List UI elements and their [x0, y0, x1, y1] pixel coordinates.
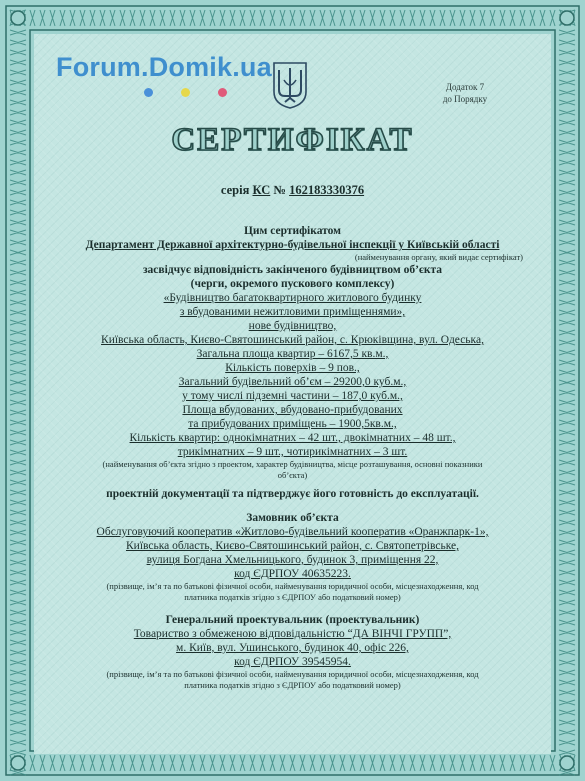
designer-line: код ЄДРПОУ 39545954. — [234, 656, 351, 668]
object-line: Київська область, Києво-Святошинський район, с. Крюківщина, вул. Одеська, — [101, 334, 484, 346]
certificate-title: СЕРТИФІКАТ — [171, 122, 414, 158]
series-code: КС — [252, 183, 271, 197]
customer-line: код ЄДРПОУ 40635223. — [234, 568, 351, 580]
watermark-dot-blue — [144, 88, 153, 97]
designer-note: платника податків згідно з ЄДРПОУ або податковий номер) — [184, 680, 401, 690]
watermark-dot-yellow — [181, 88, 190, 97]
authority-note: (найменування органу, який видає сертифікат) — [354, 252, 523, 262]
trident-icon — [270, 60, 310, 110]
certifies-text: засвідчує відповідність закінченого будівництвом об’єкта — [142, 264, 443, 276]
object-line: Загальна площа квартир – 6167,5 кв.м., — [196, 348, 389, 360]
watermark-dot-pink — [218, 88, 227, 97]
appendix-line-2: до Порядку — [442, 94, 488, 104]
issuing-authority: Департамент Державної архітектурно-будівельної інспекції у Київській області — [85, 239, 500, 251]
object-line: Кількість поверхів – 9 пов., — [225, 362, 360, 374]
object-line: Кількість квартир: однокімнатних – 42 шт., двокімнатних – 48 шт., — [129, 432, 456, 444]
object-line: нове будівництво, — [248, 320, 337, 332]
object-line: Площа вбудованих, вбудовано-прибудованих — [182, 404, 403, 416]
series-number: 162183330376 — [289, 183, 365, 197]
object-line: «Будівництво багатоквартирного житлового будинку — [163, 292, 422, 304]
appendix-line-1: Додаток 7 — [445, 82, 485, 92]
certificate-body — [56, 224, 529, 691]
object-description — [56, 291, 529, 459]
phase-text: (черги, окремого пускового комплексу) — [190, 278, 395, 290]
customer-line: Обслуговуючий кооператив «Житлово-будівельний кооператив «Оранжпарк-1», — [96, 526, 489, 538]
series-prefix: серія — [220, 183, 250, 197]
customer-heading: Замовник об’єкта — [246, 512, 339, 524]
object-line: трикімнатних – 9 шт., чотирикімнатних – 3 шт. — [177, 446, 408, 458]
object-line: з вбудованими нежитловими приміщеннями», — [179, 306, 406, 318]
object-line: та прибудованих приміщень – 1900,5кв.м., — [188, 418, 397, 430]
designer-note: (прізвище, ім’я та по батькові фізичної особи, найменування юридичної особи, місцезнаходження, код — [106, 669, 479, 679]
designer-line: м. Київ, вул. Ушинського, будинок 40, офіс 226, — [176, 642, 409, 654]
series-line — [0, 183, 585, 198]
object-note: об’єкта) — [277, 470, 308, 480]
designer-line: Товариство з обмеженою відповідальністю “ДА ВІНЧІ ГРУПП”, — [133, 628, 452, 640]
watermark-logo: Forum.Domik.ua — [56, 52, 272, 82]
object-note: (найменування об’єкта згідно з проектом, характер будівництва, місце розташування, основні показники — [102, 459, 483, 469]
series-sign: № — [273, 183, 286, 197]
customer-line: вулиця Богдана Хмельницького, будинок 3, приміщення 22, — [146, 554, 439, 566]
customer-line: Київська область, Києво-Святошинський район, с. Святопетрівське, — [126, 540, 459, 552]
customer-note: платника податків згідно з ЄДРПОУ або податковий номер) — [184, 592, 401, 602]
object-line: Загальний будівельний об’єм – 29200,0 куб.м., — [178, 376, 407, 388]
appendix-note — [420, 81, 510, 105]
designer-heading: Генеральний проектувальник (проектувальник) — [165, 614, 420, 626]
object-line: у тому числі підземні частини – 187,0 куб.м., — [182, 390, 403, 402]
conclusion-text: проектній документації та підтверджує його готовність до експлуатації. — [106, 488, 479, 500]
customer-note: (прізвище, ім’я та по батькові фізичної особи, найменування юридичної особи, місцезнаходження, код — [106, 581, 479, 591]
intro-text: Цим сертифікатом — [243, 225, 342, 237]
watermark-dots — [144, 88, 227, 97]
